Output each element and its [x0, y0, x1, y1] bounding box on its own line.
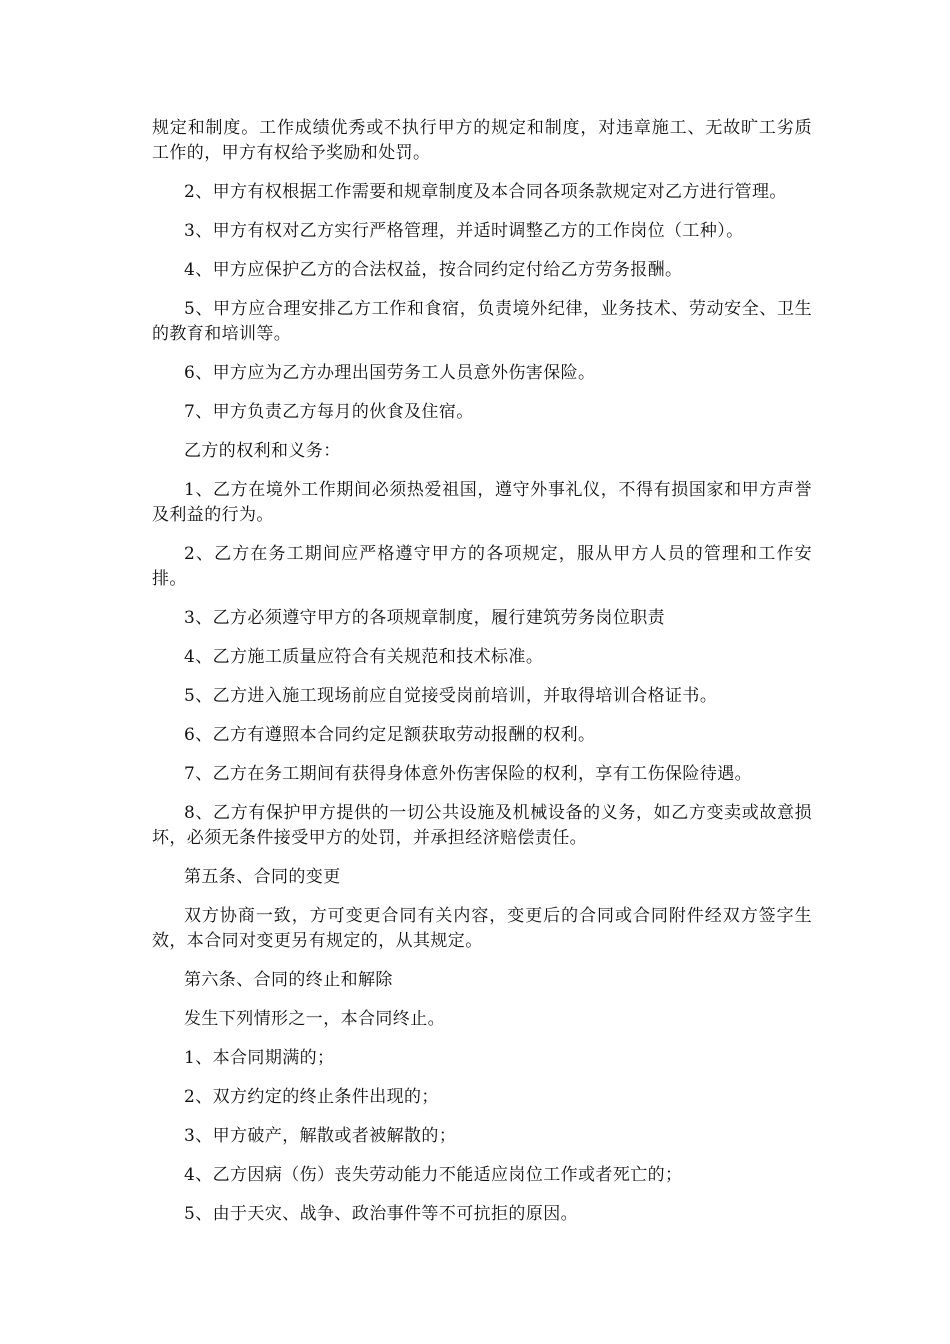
paragraph-party-b-item-5: 5、乙方进入施工现场前应自觉接受岗前培训，并取得培训合格证书。 [184, 686, 718, 706]
paragraph-party-b-item-8: 8、乙方有保护甲方提供的一切公共设施及机械设备的义务，如乙方变卖或故意损坏，必须无条件接受甲方的处罚，并承担经济赔偿责任。 [152, 803, 812, 848]
paragraph-party-a-item-3: 3、甲方有权对乙方实行严格管理，并适时调整乙方的工作岗位（工种）。 [184, 221, 744, 241]
document-body [152, 116, 812, 1241]
paragraph-party-b-item-4: 4、乙方施工质量应符合有关规范和技术标准。 [184, 647, 544, 667]
paragraph-article-5-body: 双方协商一致，方可变更合同有关内容，变更后的合同或合同附件经双方签字生效，本合同对变更另有规定的，从其规定。 [152, 906, 812, 951]
paragraph-termination-item-3: 3、甲方破产，解散或者被解散的； [184, 1126, 457, 1146]
paragraph-party-a-item-4: 4、甲方应保护乙方的合法权益，按合同约定付给乙方劳务报酬。 [184, 260, 683, 280]
paragraph-party-b-item-3: 3、乙方必须遵守甲方的各项规章制度，履行建筑劳务岗位职责 [184, 608, 666, 628]
paragraph-party-b-item-1: 1、乙方在境外工作期间必须热爱祖国，遵守外事礼仪，不得有损国家和甲方声誉及利益的行为。 [152, 480, 812, 525]
paragraph-continuation: 规定和制度。工作成绩优秀或不执行甲方的规定和制度，对违章施工、无故旷工劣质工作的，甲方有权给予奖励和处罚。 [152, 118, 812, 163]
section-heading-article-6: 第六条、合同的终止和解除 [184, 970, 393, 990]
section-heading-party-b-rights: 乙方的权利和义务： [184, 441, 341, 461]
paragraph-party-b-item-6: 6、乙方有遵照本合同约定足额获取劳动报酬的权利。 [184, 725, 596, 745]
paragraph-article-6-intro: 发生下列情形之一，本合同终止。 [184, 1009, 445, 1029]
paragraph-party-a-item-6: 6、甲方应为乙方办理出国劳务工人员意外伤害保险。 [184, 363, 596, 383]
section-heading-article-5: 第五条、合同的变更 [184, 867, 341, 887]
paragraph-party-b-item-2: 2、乙方在务工期间应严格遵守甲方的各项规定，服从甲方人员的管理和工作安排。 [152, 544, 812, 589]
paragraph-party-b-item-7: 7、乙方在务工期间有获得身体意外伤害保险的权利，享有工伤保险待遇。 [184, 764, 753, 784]
paragraph-termination-item-5: 5、由于天灾、战争、政治事件等不可抗拒的原因。 [184, 1204, 579, 1224]
paragraph-party-a-item-7: 7、甲方负责乙方每月的伙食及住宿。 [184, 402, 474, 422]
paragraph-party-a-item-2: 2、甲方有权根据工作需要和规章制度及本合同各项条款规定对乙方进行管理。 [184, 182, 787, 202]
paragraph-termination-item-4: 4、乙方因病（伤）丧失劳动能力不能适应岗位工作或者死亡的； [184, 1165, 683, 1185]
paragraph-termination-item-1: 1、本合同期满的； [184, 1048, 335, 1068]
paragraph-party-a-item-5: 5、甲方应合理安排乙方工作和食宿，负责境外纪律，业务技术、劳动安全、卫生的教育和培训等。 [152, 299, 812, 344]
paragraph-termination-item-2: 2、双方约定的终止条件出现的； [184, 1087, 439, 1107]
